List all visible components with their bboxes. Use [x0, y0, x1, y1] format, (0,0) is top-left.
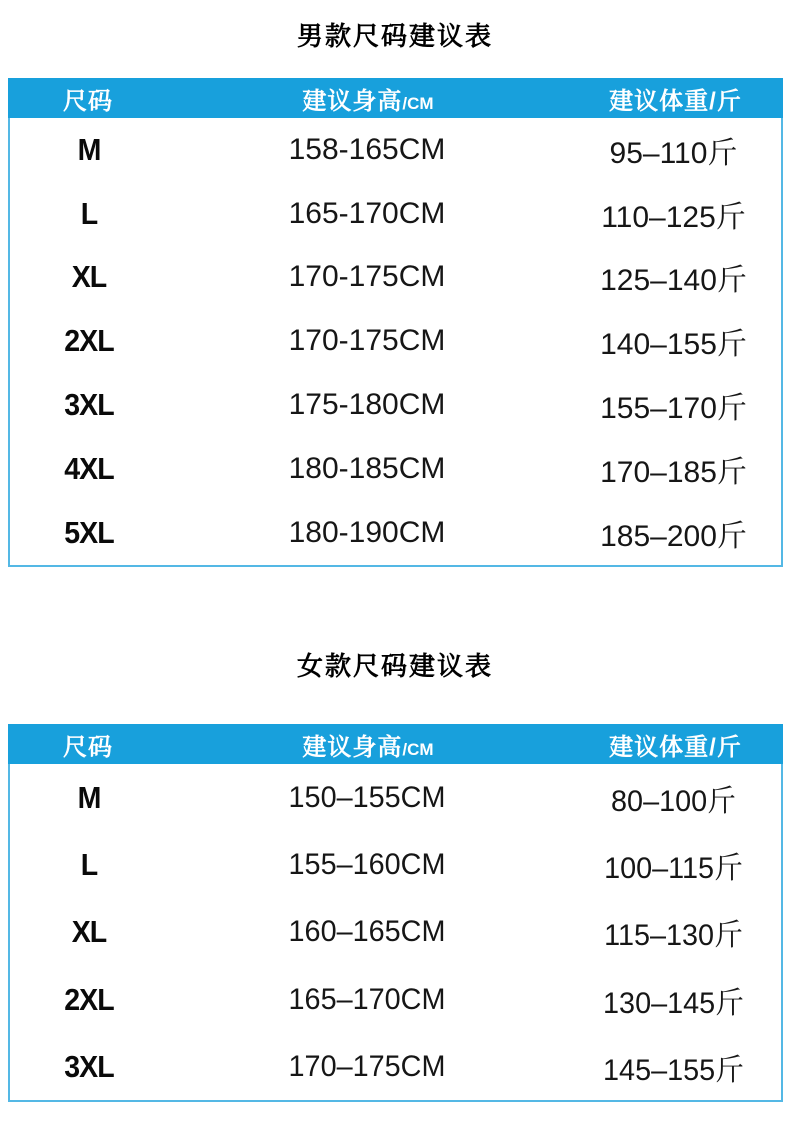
- height-cell: 165–170CM: [288, 982, 446, 1016]
- size-cell: 5XL: [64, 514, 114, 550]
- weight-cell: 185–200斤: [600, 519, 747, 553]
- height-cell: 155–160CM: [288, 847, 446, 881]
- height-cell: 175-180CM: [288, 388, 446, 422]
- column-header-height-label: 建议身高: [302, 733, 403, 761]
- table-row: [10, 899, 781, 966]
- column-header-weight: [568, 81, 783, 116]
- table-row: [10, 437, 781, 501]
- table-row: [10, 1033, 781, 1100]
- weight-cell: 125–140斤: [600, 264, 747, 298]
- height-cell: 160–165CM: [288, 915, 446, 949]
- column-header-height: [168, 81, 568, 116]
- column-header-weight-unit: /斤: [709, 87, 742, 115]
- table-row: [10, 373, 781, 437]
- size-cell: L: [80, 846, 98, 882]
- table-row: [10, 966, 781, 1033]
- size-cell: 2XL: [64, 981, 114, 1017]
- height-cell: 165-170CM: [288, 196, 446, 230]
- height-cell: 180-185CM: [288, 451, 446, 485]
- table-row: [10, 501, 781, 565]
- women-size-table: [8, 724, 783, 1102]
- column-header-height: [168, 727, 568, 762]
- table-row: [10, 309, 781, 373]
- men-table-body: [8, 118, 783, 567]
- men-size-table: [8, 78, 783, 567]
- size-cell: M: [77, 131, 101, 167]
- height-cell: 158-165CM: [288, 132, 446, 166]
- weight-cell: 115–130斤: [604, 919, 743, 953]
- weight-cell: 95–110斤: [609, 136, 738, 170]
- table-row: [10, 182, 781, 246]
- weight-cell: 110–125斤: [601, 200, 746, 234]
- weight-cell: 155–170斤: [600, 392, 747, 426]
- column-header-height-label: 建议身高: [302, 87, 403, 115]
- women-table-body: [8, 764, 783, 1102]
- table-row: [10, 831, 781, 898]
- height-cell: 170–175CM: [288, 1049, 446, 1083]
- size-cell: 3XL: [64, 1048, 114, 1084]
- column-header-size: 尺码: [63, 87, 113, 115]
- table-row: [10, 764, 781, 831]
- height-cell: 170-175CM: [288, 260, 446, 294]
- column-header-height-unit: /CM: [402, 739, 434, 759]
- table-row: [10, 118, 781, 182]
- size-cell: 2XL: [64, 323, 114, 359]
- table-row: [10, 246, 781, 310]
- column-header-weight-unit: /斤: [709, 733, 742, 761]
- height-cell: 170-175CM: [288, 324, 446, 358]
- height-cell: 180-190CM: [288, 515, 446, 549]
- size-cell: 3XL: [64, 387, 114, 423]
- column-header-weight-label: 建议体重: [609, 733, 710, 761]
- weight-cell: 170–185斤: [600, 455, 747, 489]
- size-cell: L: [80, 195, 98, 231]
- size-cell: M: [77, 779, 101, 815]
- men-table-title: 男款尺码建议表: [296, 21, 493, 51]
- size-cell: XL: [71, 259, 107, 295]
- weight-cell: 80–100斤: [611, 784, 736, 818]
- size-cell: 4XL: [64, 450, 114, 486]
- column-header-weight: [568, 727, 783, 762]
- weight-cell: 145–155斤: [603, 1053, 744, 1087]
- men-table-header-row: [8, 78, 783, 118]
- column-header-height-unit: /CM: [402, 93, 434, 113]
- women-table-title: 女款尺码建议表: [296, 651, 493, 681]
- women-table-header-row: [8, 724, 783, 764]
- weight-cell: 100–115斤: [604, 851, 743, 885]
- size-cell: XL: [71, 914, 107, 950]
- column-header-weight-label: 建议体重: [609, 87, 710, 115]
- column-header-size: 尺码: [63, 733, 113, 761]
- weight-cell: 130–145斤: [603, 986, 744, 1020]
- height-cell: 150–155CM: [288, 780, 446, 814]
- weight-cell: 140–155斤: [600, 328, 747, 362]
